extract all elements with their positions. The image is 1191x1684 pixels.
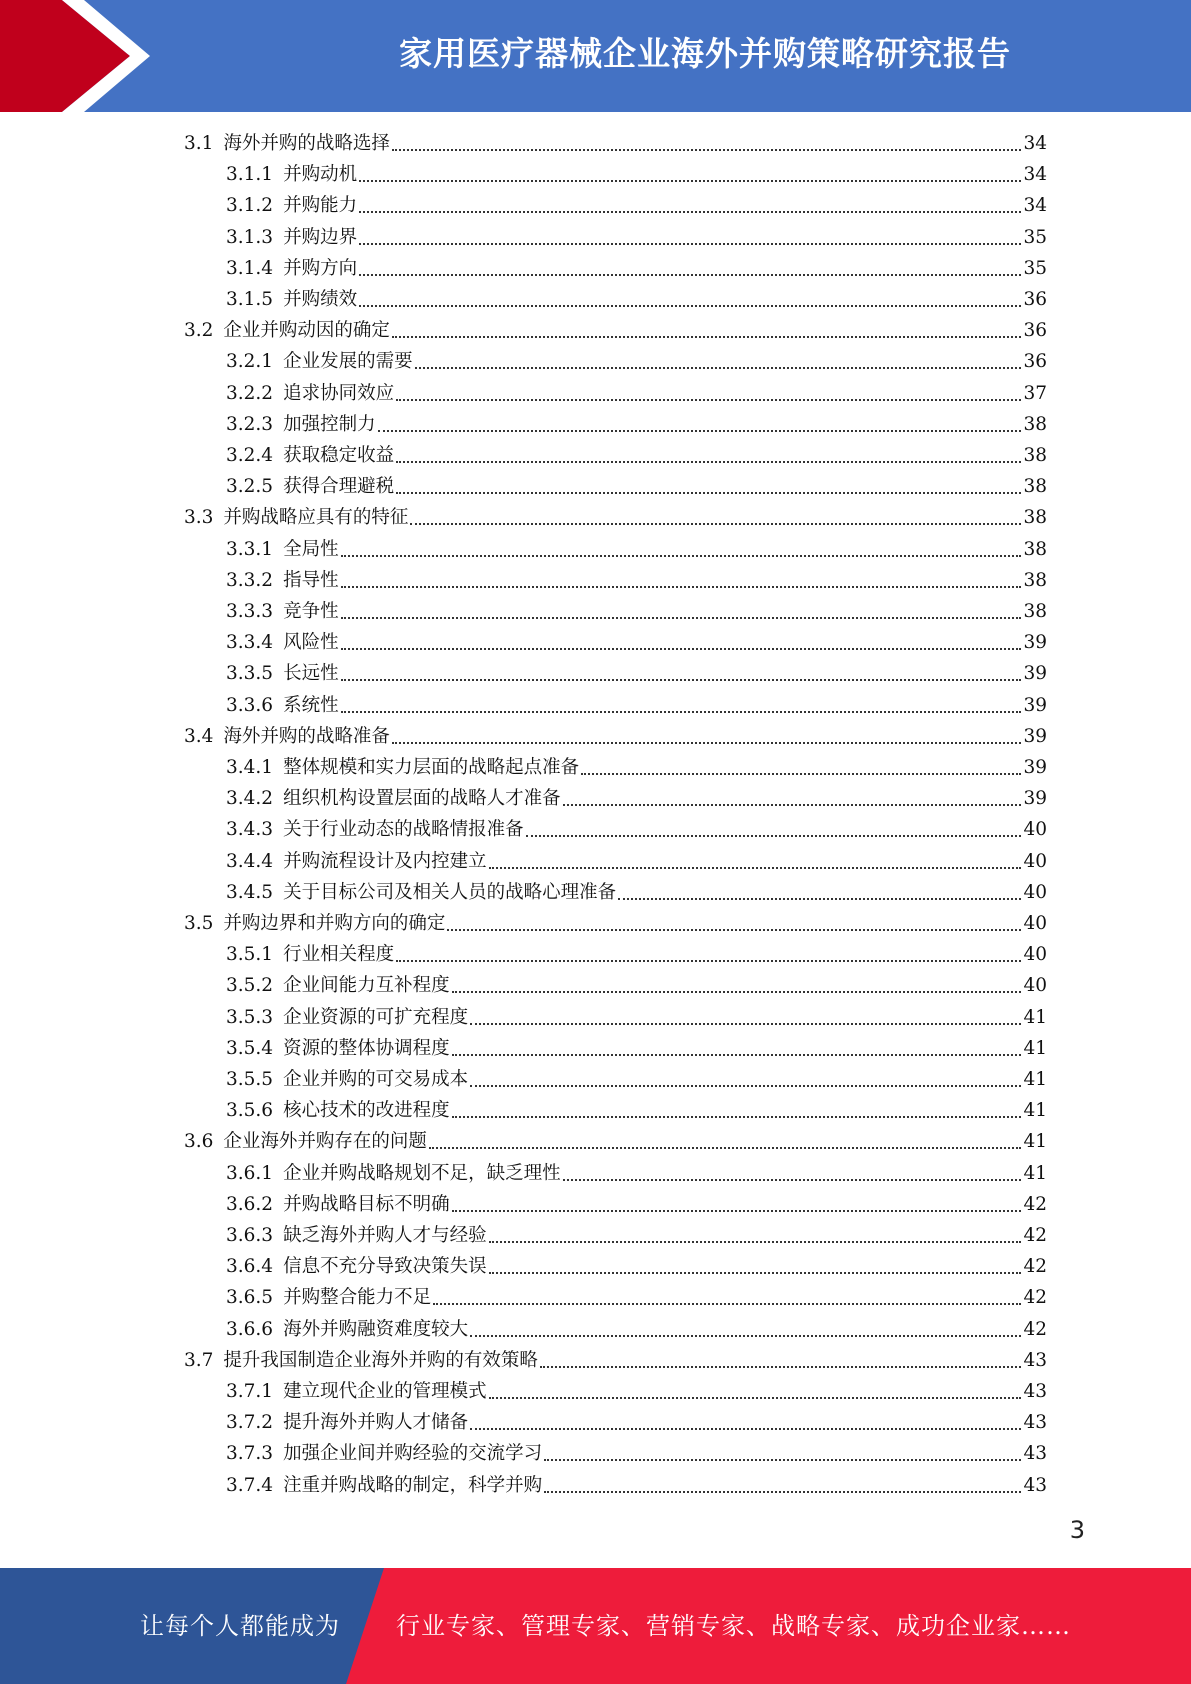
- toc-entry-title: 并购边界: [283, 226, 358, 248]
- toc-entry-title: 并购动机: [283, 164, 358, 186]
- toc-entry-number: 3.1.3: [226, 226, 274, 248]
- toc-dot-leader: [433, 1303, 1021, 1305]
- toc-subsection-entry[interactable]: [226, 346, 1047, 377]
- toc-entry-page: 38: [1023, 413, 1047, 435]
- toc-entry-title: 企业海外并购存在的问题: [223, 1131, 427, 1153]
- toc-subsection-entry[interactable]: [226, 627, 1047, 658]
- toc-subsection-entry[interactable]: [226, 1282, 1047, 1313]
- toc-entry-page: 42: [1023, 1318, 1047, 1340]
- toc-entry-page: 36: [1023, 289, 1047, 310]
- toc-dot-leader: [447, 929, 1021, 931]
- toc-dot-leader: [359, 211, 1021, 213]
- toc-entry-page: 40: [1023, 975, 1047, 997]
- toc-dot-leader: [563, 804, 1022, 806]
- toc-dot-leader: [396, 960, 1021, 962]
- toc-subsection-entry[interactable]: [226, 1158, 1047, 1189]
- toc-subsection-entry[interactable]: [226, 253, 1047, 284]
- toc-dot-leader: [470, 1428, 1021, 1430]
- toc-subsection-entry[interactable]: [226, 1376, 1047, 1407]
- toc-subsection-entry[interactable]: [226, 1189, 1047, 1220]
- toc-entry-page: 38: [1023, 507, 1047, 529]
- toc-entry-title: 长远性: [283, 663, 339, 685]
- toc-entry-number: 3.3.1: [226, 538, 274, 560]
- toc-dot-leader: [359, 180, 1021, 182]
- toc-entry-title: 行业相关程度: [283, 944, 395, 966]
- toc-entry-page: 42: [1023, 1256, 1047, 1278]
- toc-entry-page: 43: [1023, 1443, 1047, 1465]
- toc-dot-leader: [341, 617, 1022, 619]
- toc-entry-number: 3.5.2: [226, 975, 274, 997]
- toc-section-entry[interactable]: [184, 908, 1047, 939]
- toc-entry-page: 40: [1023, 881, 1047, 903]
- toc-entry-title: 竞争性: [283, 601, 339, 622]
- toc-entry-page: 43: [1023, 1412, 1047, 1434]
- toc-entry-number: 3.4.4: [226, 850, 274, 872]
- toc-entry-number: 3.7.4: [226, 1474, 274, 1496]
- toc-dot-leader: [392, 149, 1022, 151]
- toc-entry-title: 企业资源的可扩充程度: [283, 1006, 469, 1028]
- toc-entry-number: 3.5.5: [226, 1069, 274, 1090]
- toc-entry-page: 43: [1023, 1349, 1047, 1371]
- toc-entry-number: 3.6.4: [226, 1256, 274, 1278]
- toc-dot-leader: [526, 835, 1022, 837]
- toc-dot-leader: [359, 243, 1021, 245]
- toc-entry-page: 38: [1023, 538, 1047, 560]
- toc-entry-page: 38: [1023, 445, 1047, 466]
- toc-entry-title: 并购能力: [283, 195, 358, 217]
- toc-entry-number: 3.2.1: [226, 351, 274, 373]
- toc-entry-number: 3.6.6: [226, 1318, 274, 1340]
- toc-subsection-entry[interactable]: [226, 1407, 1047, 1438]
- toc-dot-leader: [378, 430, 1022, 432]
- toc-entry-page: 40: [1023, 944, 1047, 966]
- toc-entry-page: 42: [1023, 1287, 1047, 1309]
- toc-entry-title: 组织机构设置层面的战略人才准备: [283, 788, 561, 810]
- toc-subsection-entry[interactable]: [226, 1095, 1047, 1126]
- toc-subsection-entry[interactable]: [226, 190, 1047, 221]
- toc-entry-page: 35: [1023, 226, 1047, 248]
- toc-entry-page: 38: [1023, 569, 1047, 591]
- toc-entry-page: 36: [1023, 320, 1047, 342]
- toc-entry-title: 并购绩效: [283, 289, 358, 310]
- document-title: 家用医疗器械企业海外并购策略研究报告: [399, 34, 1011, 73]
- toc-dot-leader: [396, 399, 1021, 401]
- toc-entry-number: 3.7.3: [226, 1443, 274, 1465]
- toc-dot-leader: [489, 1397, 1022, 1399]
- toc-subsection-entry[interactable]: [226, 159, 1047, 190]
- toc-dot-leader: [392, 742, 1022, 744]
- toc-entry-title: 提升我国制造企业海外并购的有效策略: [223, 1349, 538, 1371]
- toc-entry-page: 38: [1023, 476, 1047, 498]
- toc-entry-number: 3.4.5: [226, 881, 274, 903]
- toc-entry-number: 3.1.1: [226, 164, 274, 186]
- toc-entry-title: 提升海外并购人才储备: [283, 1412, 469, 1434]
- toc-subsection-entry[interactable]: [226, 658, 1047, 689]
- toc-entry-page: 41: [1023, 1100, 1047, 1122]
- toc-section-entry[interactable]: [184, 502, 1047, 533]
- toc-entry-title: 关于行业动态的战略情报准备: [283, 819, 524, 841]
- toc-dot-leader: [341, 555, 1022, 557]
- toc-subsection-entry[interactable]: [226, 565, 1047, 596]
- toc-entry-title: 资源的整体协调程度: [283, 1037, 450, 1059]
- toc-entry-number: 3.5.3: [226, 1006, 274, 1028]
- toc-entry-page: 38: [1023, 601, 1047, 622]
- toc-entry-title: 指导性: [283, 569, 339, 591]
- toc-dot-leader: [470, 1023, 1021, 1025]
- toc-subsection-entry[interactable]: [226, 1220, 1047, 1251]
- toc-subsection-entry[interactable]: [226, 471, 1047, 502]
- toc-entry-number: 3.3: [184, 507, 214, 529]
- toc-dot-leader: [470, 1085, 1021, 1087]
- toc-subsection-entry[interactable]: [226, 1470, 1047, 1501]
- toc-entry-page: 34: [1023, 133, 1047, 154]
- toc-entry-page: 39: [1023, 632, 1047, 654]
- toc-dot-leader: [540, 1366, 1022, 1368]
- toc-entry-page: 41: [1023, 1131, 1047, 1153]
- toc-entry-number: 3.1.4: [226, 257, 274, 279]
- toc-entry-number: 3.5: [184, 913, 214, 934]
- toc-entry-page: 41: [1023, 1037, 1047, 1059]
- toc-entry-number: 3.5.6: [226, 1100, 274, 1122]
- toc-entry-title: 全局性: [283, 538, 339, 560]
- toc-dot-leader: [452, 1210, 1022, 1212]
- toc-entry-title: 并购方向: [283, 257, 358, 279]
- toc-entry-number: 3.7.2: [226, 1412, 274, 1434]
- toc-entry-title: 缺乏海外并购人才与经验: [283, 1225, 487, 1246]
- toc-entry-page: 40: [1023, 850, 1047, 872]
- toc-entry-title: 并购边界和并购方向的确定: [223, 913, 446, 934]
- toc-section-entry[interactable]: [184, 315, 1047, 346]
- toc-entry-title: 企业发展的需要: [283, 351, 413, 373]
- toc-entry-title: 并购整合能力不足: [283, 1287, 432, 1309]
- toc-dot-leader: [429, 1147, 1022, 1149]
- toc-entry-title: 加强企业间并购经验的交流学习: [283, 1443, 543, 1465]
- toc-subsection-entry[interactable]: [226, 1251, 1047, 1282]
- toc-subsection-entry[interactable]: [226, 846, 1047, 877]
- toc-dot-leader: [359, 274, 1021, 276]
- toc-entry-page: 35: [1023, 257, 1047, 279]
- toc-entry-page: 39: [1023, 694, 1047, 716]
- toc-entry-title: 建立现代企业的管理模式: [283, 1381, 487, 1402]
- toc-entry-title: 并购战略目标不明确: [283, 1193, 450, 1215]
- toc-entry-number: 3.7: [184, 1349, 214, 1371]
- toc-entry-page: 39: [1023, 663, 1047, 685]
- toc-entry-number: 3.1.5: [226, 289, 274, 310]
- toc-entry-title: 海外并购融资难度较大: [283, 1318, 469, 1340]
- toc-entry-number: 3.6.3: [226, 1225, 274, 1246]
- toc-entry-page: 42: [1023, 1193, 1047, 1215]
- toc-subsection-entry[interactable]: [226, 284, 1047, 315]
- toc-subsection-entry[interactable]: [226, 783, 1047, 814]
- toc-entry-title: 加强控制力: [283, 413, 376, 435]
- toc-dot-leader: [359, 305, 1021, 307]
- toc-entry-number: 3.3.2: [226, 569, 274, 591]
- toc-dot-leader: [341, 679, 1022, 681]
- toc-entry-title: 企业并购战略规划不足，缺乏理性: [283, 1162, 561, 1184]
- toc-entry-title: 风险性: [283, 632, 339, 654]
- toc-dot-leader: [452, 991, 1022, 993]
- toc-entry-page: 39: [1023, 757, 1047, 778]
- toc-entry-page: 40: [1023, 913, 1047, 934]
- toc-dot-leader: [396, 492, 1021, 494]
- toc-entry-page: 34: [1023, 195, 1047, 217]
- toc-subsection-entry[interactable]: [226, 877, 1047, 908]
- toc-subsection-entry[interactable]: [226, 1033, 1047, 1064]
- toc-entry-page: 37: [1023, 382, 1047, 404]
- toc-dot-leader: [563, 1179, 1022, 1181]
- toc-entry-number: 3.5.4: [226, 1037, 274, 1059]
- toc-entry-number: 3.4.2: [226, 788, 274, 810]
- toc-entry-number: 3.4.1: [226, 757, 274, 778]
- toc-entry-number: 3.3.4: [226, 632, 274, 654]
- toc-entry-title: 企业并购动因的确定: [223, 320, 390, 342]
- toc-entry-title: 核心技术的改进程度: [283, 1100, 450, 1122]
- toc-entry-number: 3.3.6: [226, 694, 274, 716]
- toc-dot-leader: [341, 711, 1022, 713]
- toc-subsection-entry[interactable]: [226, 534, 1047, 565]
- toc-entry-title: 注重并购战略的制定，科学并购: [283, 1474, 543, 1496]
- toc-entry-number: 3.6: [184, 1131, 214, 1153]
- toc-dot-leader: [396, 461, 1021, 463]
- toc-entry-page: 34: [1023, 164, 1047, 186]
- page-footer: [0, 1568, 1191, 1684]
- toc-subsection-entry[interactable]: [226, 596, 1047, 627]
- toc-entry-number: 3.6.2: [226, 1193, 274, 1215]
- toc-entry-title: 追求协同效应: [283, 382, 395, 404]
- toc-entry-page: 39: [1023, 725, 1047, 747]
- toc-entry-number: 3.6.1: [226, 1162, 274, 1184]
- toc-entry-number: 3.2: [184, 320, 214, 342]
- toc-entry-page: 41: [1023, 1006, 1047, 1028]
- toc-dot-leader: [452, 1116, 1022, 1118]
- toc-subsection-entry[interactable]: [226, 752, 1047, 783]
- toc-subsection-entry[interactable]: [226, 440, 1047, 471]
- page-header: [0, 0, 1191, 112]
- toc-subsection-entry[interactable]: [226, 690, 1047, 721]
- toc-dot-leader: [618, 898, 1021, 900]
- toc-entry-title: 并购战略应具有的特征: [223, 507, 409, 529]
- toc-entry-page: 43: [1023, 1381, 1047, 1402]
- footer-slogan-right: 行业专家、管理专家、营销专家、战略专家、成功企业家……: [396, 1612, 1071, 1640]
- toc-section-entry[interactable]: [184, 128, 1047, 159]
- toc-entry-title: 信息不充分导致决策失误: [283, 1256, 487, 1278]
- toc-dot-leader: [489, 1272, 1022, 1274]
- toc-entry-number: 3.2.5: [226, 476, 274, 498]
- toc-entry-number: 3.7.1: [226, 1381, 274, 1402]
- toc-entry-page: 43: [1023, 1474, 1047, 1496]
- toc-subsection-entry[interactable]: [226, 1314, 1047, 1345]
- toc-entry-title: 企业间能力互补程度: [283, 975, 450, 997]
- toc-section-entry[interactable]: [184, 1126, 1047, 1157]
- toc-dot-leader: [470, 1335, 1021, 1337]
- toc-entry-title: 关于目标公司及相关人员的战略心理准备: [283, 881, 617, 903]
- toc-entry-number: 3.4.3: [226, 819, 274, 841]
- toc-dot-leader: [581, 773, 1021, 775]
- toc-entry-title: 整体规模和实力层面的战略起点准备: [283, 757, 580, 778]
- toc-entry-title: 企业并购的可交易成本: [283, 1069, 469, 1090]
- toc-dot-leader: [392, 336, 1022, 338]
- toc-entry-number: 3.2.4: [226, 445, 274, 466]
- toc-entry-title: 获得合理避税: [283, 476, 395, 498]
- toc-entry-page: 41: [1023, 1069, 1047, 1090]
- footer-slogan-left: 让每个人都能成为: [140, 1612, 340, 1640]
- toc-entry-title: 并购流程设计及内控建立: [283, 850, 487, 872]
- toc-dot-leader: [452, 1054, 1022, 1056]
- toc-entry-title: 海外并购的战略准备: [223, 725, 390, 747]
- page-number: 3: [1069, 1516, 1085, 1544]
- toc-entry-title: 海外并购的战略选择: [223, 133, 390, 154]
- toc-entry-page: 36: [1023, 351, 1047, 373]
- toc-entry-number: 3.6.5: [226, 1287, 274, 1309]
- toc-subsection-entry[interactable]: [226, 939, 1047, 970]
- toc-entry-number: 3.2.3: [226, 413, 274, 435]
- toc-subsection-entry[interactable]: [226, 1438, 1047, 1469]
- toc-entry-number: 3.1: [184, 133, 214, 154]
- toc-subsection-entry[interactable]: [226, 378, 1047, 409]
- toc-dot-leader: [341, 648, 1022, 650]
- toc-dot-leader: [489, 1241, 1022, 1243]
- toc-subsection-entry[interactable]: [226, 222, 1047, 253]
- toc-dot-leader: [544, 1459, 1021, 1461]
- toc-dot-leader: [341, 586, 1022, 588]
- toc-entry-number: 3.5.1: [226, 944, 274, 966]
- toc-entry-page: 39: [1023, 788, 1047, 810]
- toc-entry-number: 3.3.5: [226, 663, 274, 685]
- toc-entry-number: 3.2.2: [226, 382, 274, 404]
- toc-entry-page: 42: [1023, 1225, 1047, 1246]
- toc-entry-page: 41: [1023, 1162, 1047, 1184]
- toc-subsection-entry[interactable]: [226, 1064, 1047, 1095]
- toc-section-entry[interactable]: [184, 721, 1047, 752]
- toc-subsection-entry[interactable]: [226, 814, 1047, 845]
- toc-dot-leader: [544, 1491, 1021, 1493]
- toc-subsection-entry[interactable]: [226, 409, 1047, 440]
- toc-entry-title: 系统性: [283, 694, 339, 716]
- toc-dot-leader: [489, 867, 1022, 869]
- toc-subsection-entry[interactable]: [226, 1002, 1047, 1033]
- toc-subsection-entry[interactable]: [226, 970, 1047, 1001]
- toc-entry-title: 获取稳定收益: [283, 445, 395, 466]
- toc-entry-number: 3.1.2: [226, 195, 274, 217]
- toc-dot-leader: [415, 367, 1022, 369]
- toc-section-entry[interactable]: [184, 1345, 1047, 1376]
- toc-entry-number: 3.4: [184, 725, 214, 747]
- toc-entry-page: 40: [1023, 819, 1047, 841]
- toc-entry-number: 3.3.3: [226, 601, 274, 622]
- toc-dot-leader: [410, 523, 1021, 525]
